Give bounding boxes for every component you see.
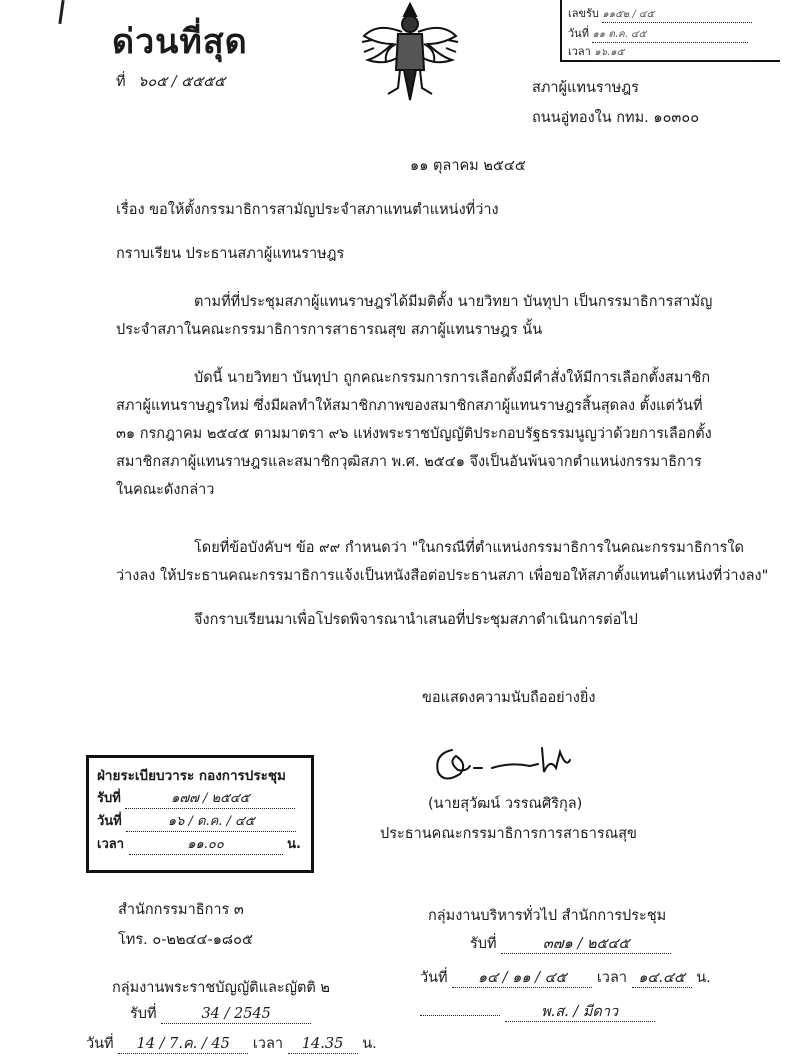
body-line: สภาผู้แทนราษฎรใหม่ ซึ่งมีผลทำให้สมาชิกภาพของสมาชิกสภาผู้แทนราษฎรสิ้นสุดลง ตั้งแต่วันที่ — [116, 398, 703, 414]
right-bottom-stamp-time-value: ๑๔.๔๕ — [632, 970, 692, 988]
office-phone: โทร. ๐-๒๒๔๔-๑๘๐๕ — [118, 932, 253, 948]
left-bottom-stamp-date-row — [86, 1036, 377, 1054]
office-name: สำนักกรรมาธิการ ๓ — [118, 902, 244, 918]
body-line: ในคณะดังกล่าว — [116, 482, 215, 498]
org-address: ถนนอู่ทองใน กทม. ๑๐๓๐๐ — [532, 110, 700, 126]
agenda-stamp-time-value: ๑๑.๐๐ — [129, 833, 283, 855]
left-bottom-stamp-receive-value: 34 / 2545 — [161, 1006, 311, 1024]
body-line: สมาชิกสภาผู้แทนราษฎรและสมาชิกวุฒิสภา พ.ศ. ๒๕๔๑ จึงเป็นอันพ้นจากตำแหน่งกรรมาธิการ — [116, 454, 702, 470]
top-stamp-row-1 — [568, 4, 752, 23]
org-name: สภาผู้แทนราษฎร — [532, 80, 639, 96]
salutation: กราบเรียน ประธานสภาผู้แทนราษฎร — [116, 246, 345, 262]
agenda-stamp-time-suffix: น. — [287, 837, 301, 852]
subject-line: เรื่อง ขอให้ตั้งกรรมาธิการสามัญประจำสภาแทนตำแหน่งที่ว่าง — [116, 202, 499, 218]
right-bottom-stamp-receive-row — [470, 936, 671, 954]
top-stamp-row-1-label: เลขรับ — [568, 7, 599, 20]
signatory-position: ประธานคณะกรรมาธิการการสาธารณสุข — [380, 826, 637, 842]
doc-number — [116, 74, 225, 91]
agenda-stamp-date-row — [97, 810, 303, 833]
doc-number-value: ๖๐๕ / ๕๕๕๕ — [138, 74, 226, 90]
left-bottom-stamp-date-value: 14 / 7.ค. / 45 — [118, 1036, 248, 1054]
right-bottom-stamp-receive-value: ๓๗๑ / ๒๕๔๕ — [501, 936, 671, 954]
agenda-stamp-receive-label: รับที่ — [97, 791, 121, 806]
body-paragraph-3 — [116, 534, 776, 590]
top-stamp-row-3-label: เวลา — [568, 45, 591, 58]
signatory-name: (นายสุวัฒน์ วรรณศิริกุล) — [428, 796, 583, 812]
urgency-heading: ด่วนที่สุด — [112, 22, 248, 62]
right-bottom-stamp-sender-blank — [420, 1015, 500, 1016]
right-bottom-stamp-date-row — [420, 970, 711, 988]
top-stamp-row-2-value: ๑๑ ต.ค. ๔๕ — [592, 27, 748, 43]
closing-phrase: ขอแสดงความนับถืออย่างยิ่ง — [422, 690, 596, 706]
agenda-stamp-date-label: วันที่ — [97, 814, 122, 829]
right-bottom-stamp-time-suffix: น. — [696, 970, 711, 986]
agenda-stamp-time-label: เวลา — [97, 837, 125, 852]
letter-date: ๑๑ ตุลาคม ๒๕๔๕ — [410, 158, 526, 174]
right-bottom-stamp-title: กลุ่มงานบริหารทั่วไป สำนักการประชุม — [428, 908, 667, 924]
right-bottom-stamp-time-label: เวลา — [596, 970, 627, 986]
corner-mark — [58, 0, 64, 24]
body-line: ว่างลง ให้ประธานคณะกรรมาธิการแจ้งเป็นหนังสือต่อประธานสภา เพื่อขอให้สภาตั้งแทนตำแหน่งที่ว่างลง" — [116, 568, 769, 584]
left-bottom-stamp-title: กลุ่มงานพระราชบัญญัติและญัตติ ๒ — [112, 980, 330, 996]
body-line: บัดนี้ นายวิทยา บันทุปา ถูกคณะกรรมการการเลือกตั้งมีคำสั่งให้มีการเลือกตั้งสมาชิก — [194, 370, 711, 386]
agenda-stamp-receive-row — [97, 787, 303, 810]
agenda-stamp-date-value: ๑๖ / ต.ค. / ๔๕ — [126, 810, 296, 832]
top-stamp-row-3 — [568, 42, 754, 61]
left-bottom-stamp-time-value: 14.35 — [288, 1036, 358, 1054]
top-stamp-row-2-label: วันที่ — [568, 27, 589, 40]
body-line: จึงกราบเรียนมาเพื่อโปรดพิจารณานำเสนอที่ประชุมสภาดำเนินการต่อไป — [194, 612, 638, 628]
right-bottom-stamp-sender-row — [420, 1004, 655, 1022]
right-bottom-stamp-sender-value: พ.ส. / มีดาว — [505, 1004, 655, 1022]
body-paragraph-2 — [116, 364, 756, 504]
body-paragraph-4 — [116, 606, 756, 634]
right-bottom-stamp-receive-label: รับที่ — [470, 936, 497, 952]
left-bottom-stamp-date-label: วันที่ — [86, 1036, 114, 1052]
top-stamp-row-2 — [568, 24, 748, 43]
garuda-emblem-icon — [358, 0, 462, 104]
left-bottom-stamp-receive-row — [130, 1006, 311, 1024]
right-bottom-stamp-date-label: วันที่ — [420, 970, 448, 986]
body-line: ตามที่ที่ประชุมสภาผู้แทนราษฎรได้มีมติตั้ง นายวิทยา บันทุปา เป็นกรรมาธิการสามัญ — [194, 294, 713, 310]
body-line: โดยที่ข้อบังคับฯ ข้อ ๙๙ กำหนดว่า "ในกรณีที่ตำแหน่งกรรมาธิการในคณะกรรมาธิการใด — [194, 540, 744, 556]
agenda-receive-stamp — [86, 755, 314, 873]
agenda-stamp-receive-value: ๑๗๗ / ๒๕๔๕ — [125, 787, 295, 809]
top-stamp-row-1-value: ๑๑๕๒ / ๔๕ — [602, 7, 752, 23]
left-bottom-stamp-time-label: เวลา — [252, 1036, 283, 1052]
right-bottom-stamp-date-value: ๑๔ / ๑๑ / ๔๕ — [452, 970, 592, 988]
body-line: ประจำสภาในคณะกรรมาธิการการสาธารณสุข สภาผู้แทนราษฎร นั้น — [116, 322, 543, 338]
agenda-stamp-title: ฝ่ายระเบียบวาระ กองการประชุม — [97, 768, 286, 784]
agenda-stamp-time-row — [97, 833, 303, 856]
doc-number-label: ที่ — [116, 74, 126, 90]
signature-scribble — [430, 738, 580, 788]
left-bottom-stamp-receive-label: รับที่ — [130, 1006, 157, 1022]
body-line: ๓๑ กรกฎาคม ๒๕๔๕ ตามมาตรา ๙๖ แห่งพระราชบัญญัติประกอบรัฐธรรมนูญว่าด้วยการเลือกตั้ง — [116, 426, 712, 442]
body-paragraph-1 — [116, 288, 756, 344]
top-receive-stamp — [560, 0, 780, 62]
top-stamp-row-3-value: ๑๖.๑๕ — [594, 45, 754, 61]
left-bottom-stamp-time-suffix: น. — [362, 1036, 377, 1052]
